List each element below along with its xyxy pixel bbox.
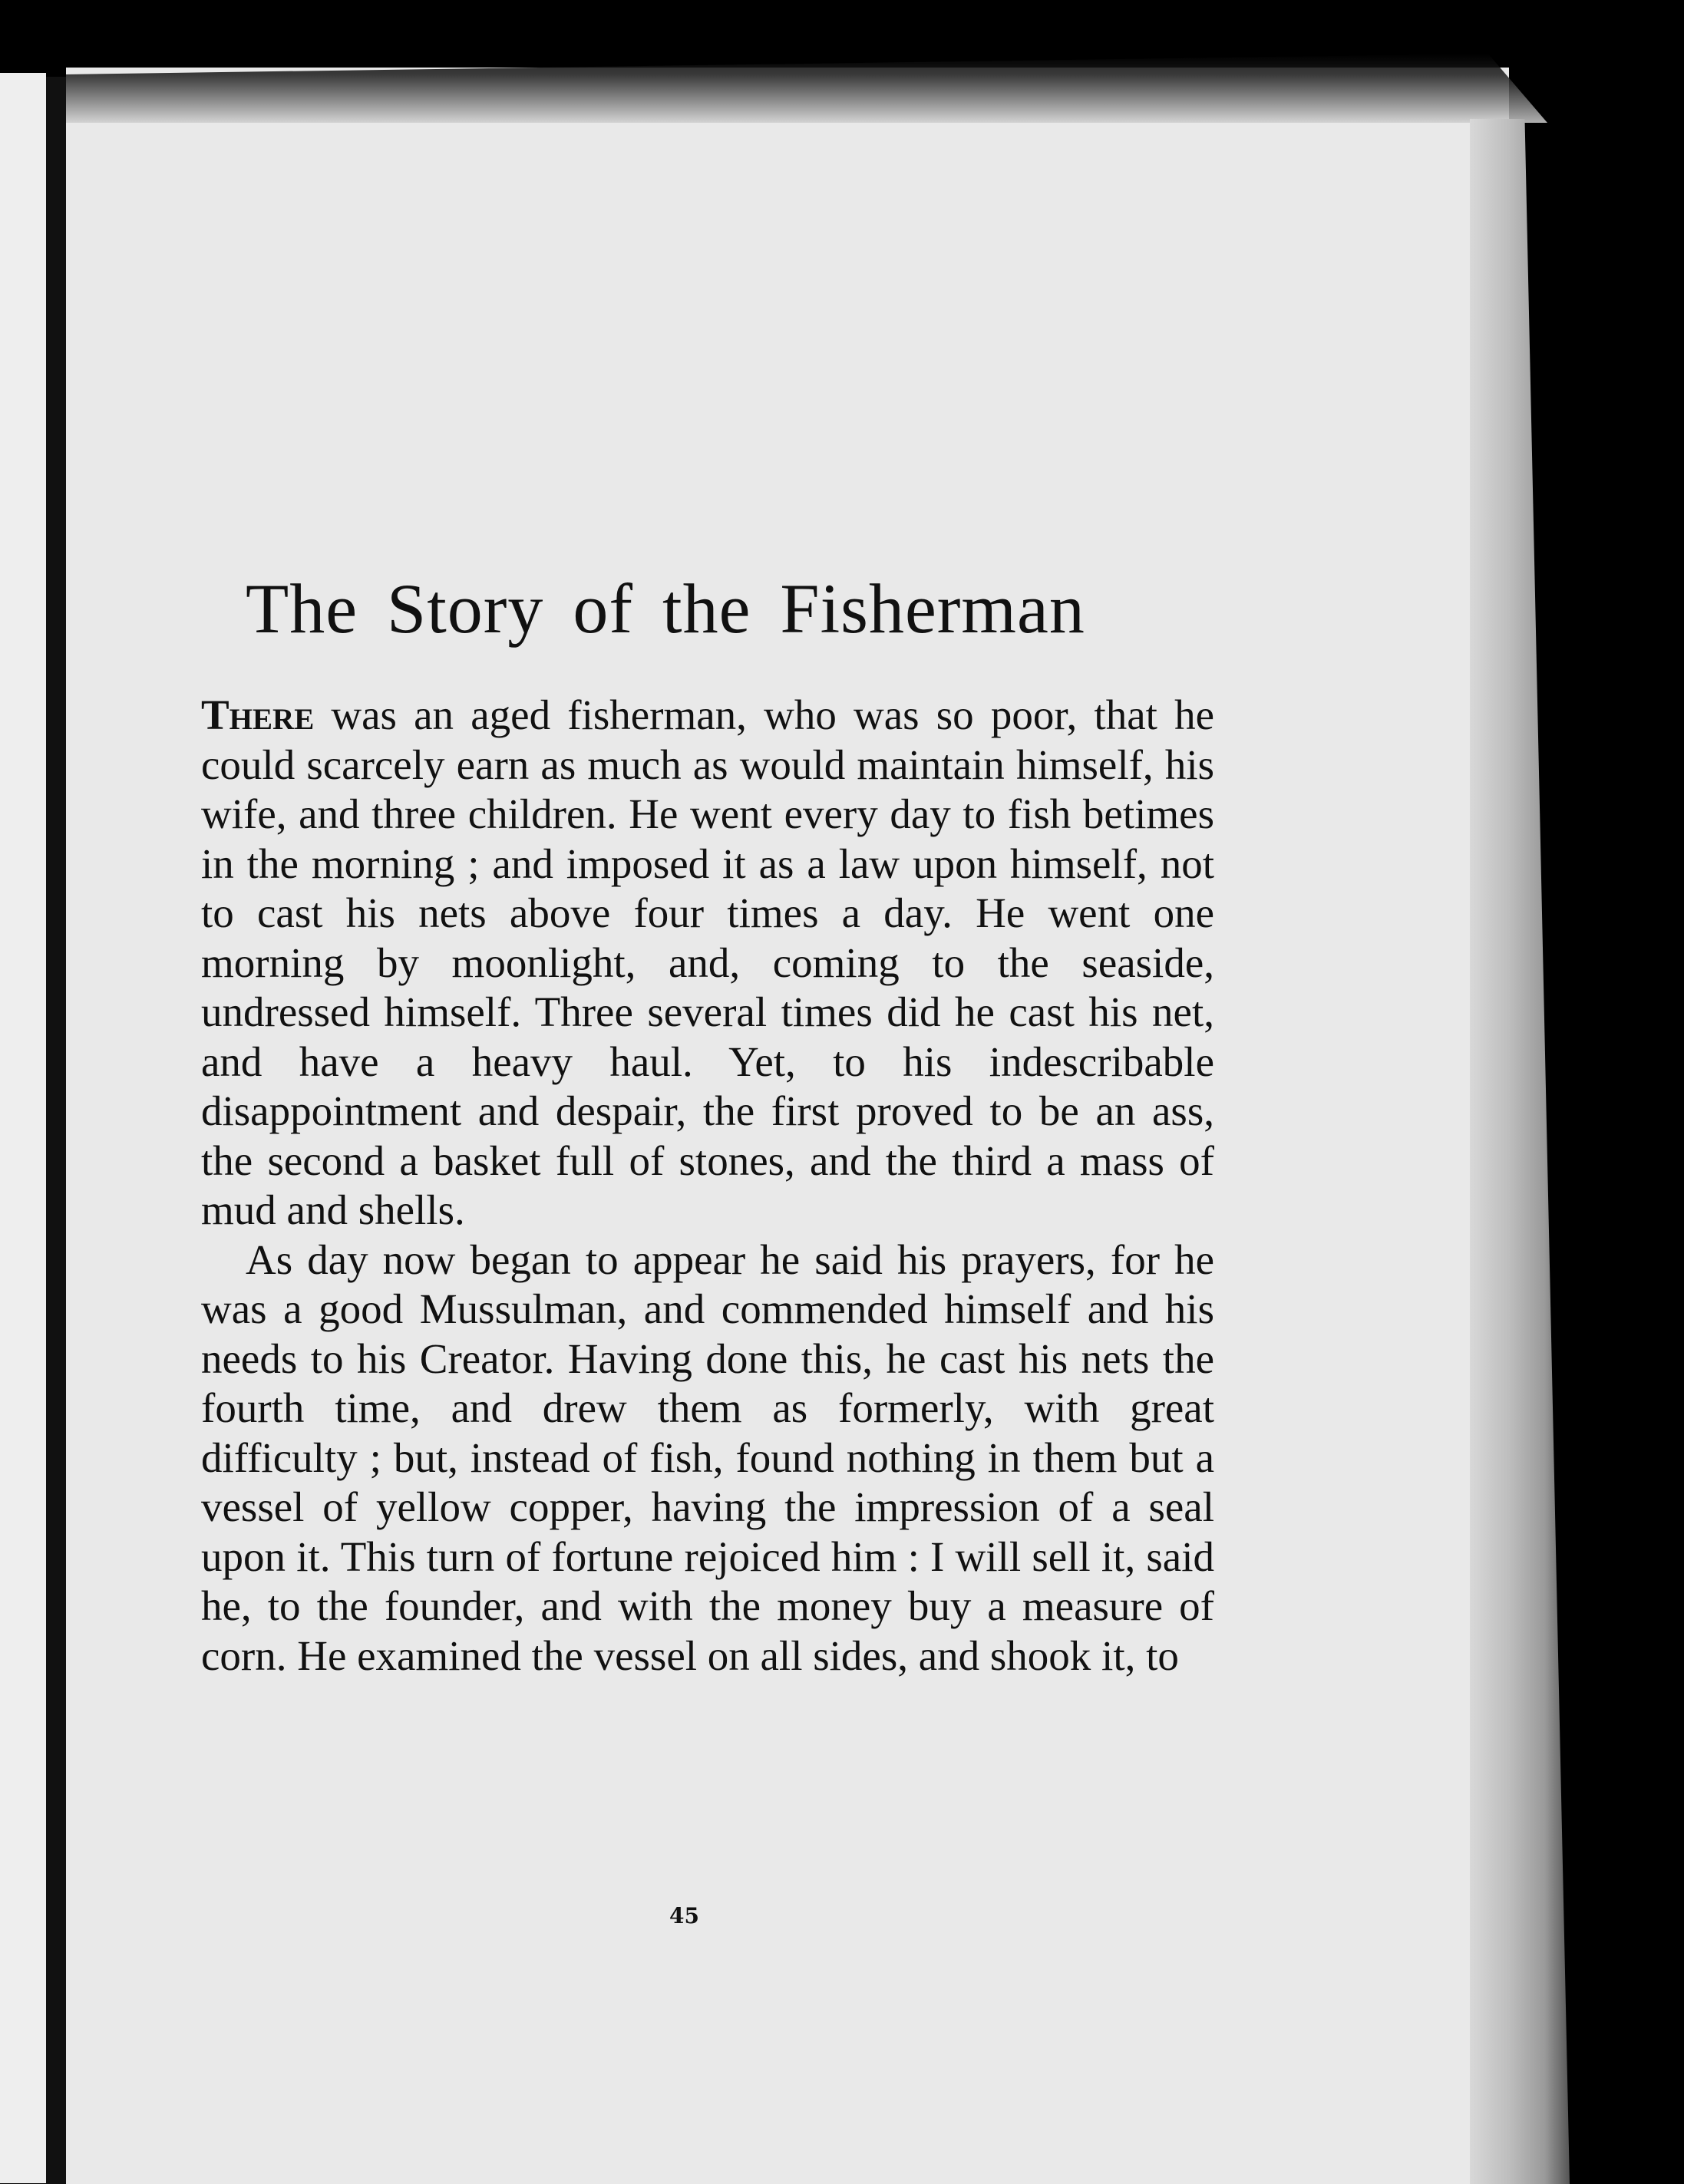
- lead-word: There: [201, 691, 315, 738]
- page-top-shadow: [66, 54, 1547, 123]
- page-number: 45: [669, 1903, 699, 1928]
- paragraph-1: [201, 691, 1214, 1236]
- page-title: The Story of the Fisherman: [246, 569, 1085, 648]
- body-text: [201, 691, 1214, 1681]
- book-gutter: [46, 77, 68, 2184]
- paragraph-1-text: was an aged fisherman, who was so poor, that he could scarcely earn as much as would maintain himself, his wife, and three children. He went every day to fish betimes in the morning ; and imposed it as a law upon himself, not to cast his nets above four times a day. He went one morning by moonlight, and, coming to the seaside, undressed himself. Three several times did he cast his net, and have a heavy haul. Yet, to his indescribable disappointment and despair, the first proved to be an ass, the second a basket full of stones, and the third a mass of mud and shells.: [201, 691, 1214, 1233]
- page-edges: [1470, 119, 1570, 2184]
- left-page-strip: [0, 73, 46, 2183]
- paragraph-2: As day now began to appear he said his prayers, for he was a good Mussulman, and commended himself and his needs to his Creator. Having done this, he cast his nets the fourth time, and drew them as formerly, with great difficulty ; but, instead of fish, found nothing in them but a vessel of yellow copper, having the impression of a seal upon it. This turn of fortune rejoiced him : I will sell it, said he, to the founder, and with the money buy a measure of corn. He examined the vessel on all sides, and shook it, to: [201, 1236, 1214, 1679]
